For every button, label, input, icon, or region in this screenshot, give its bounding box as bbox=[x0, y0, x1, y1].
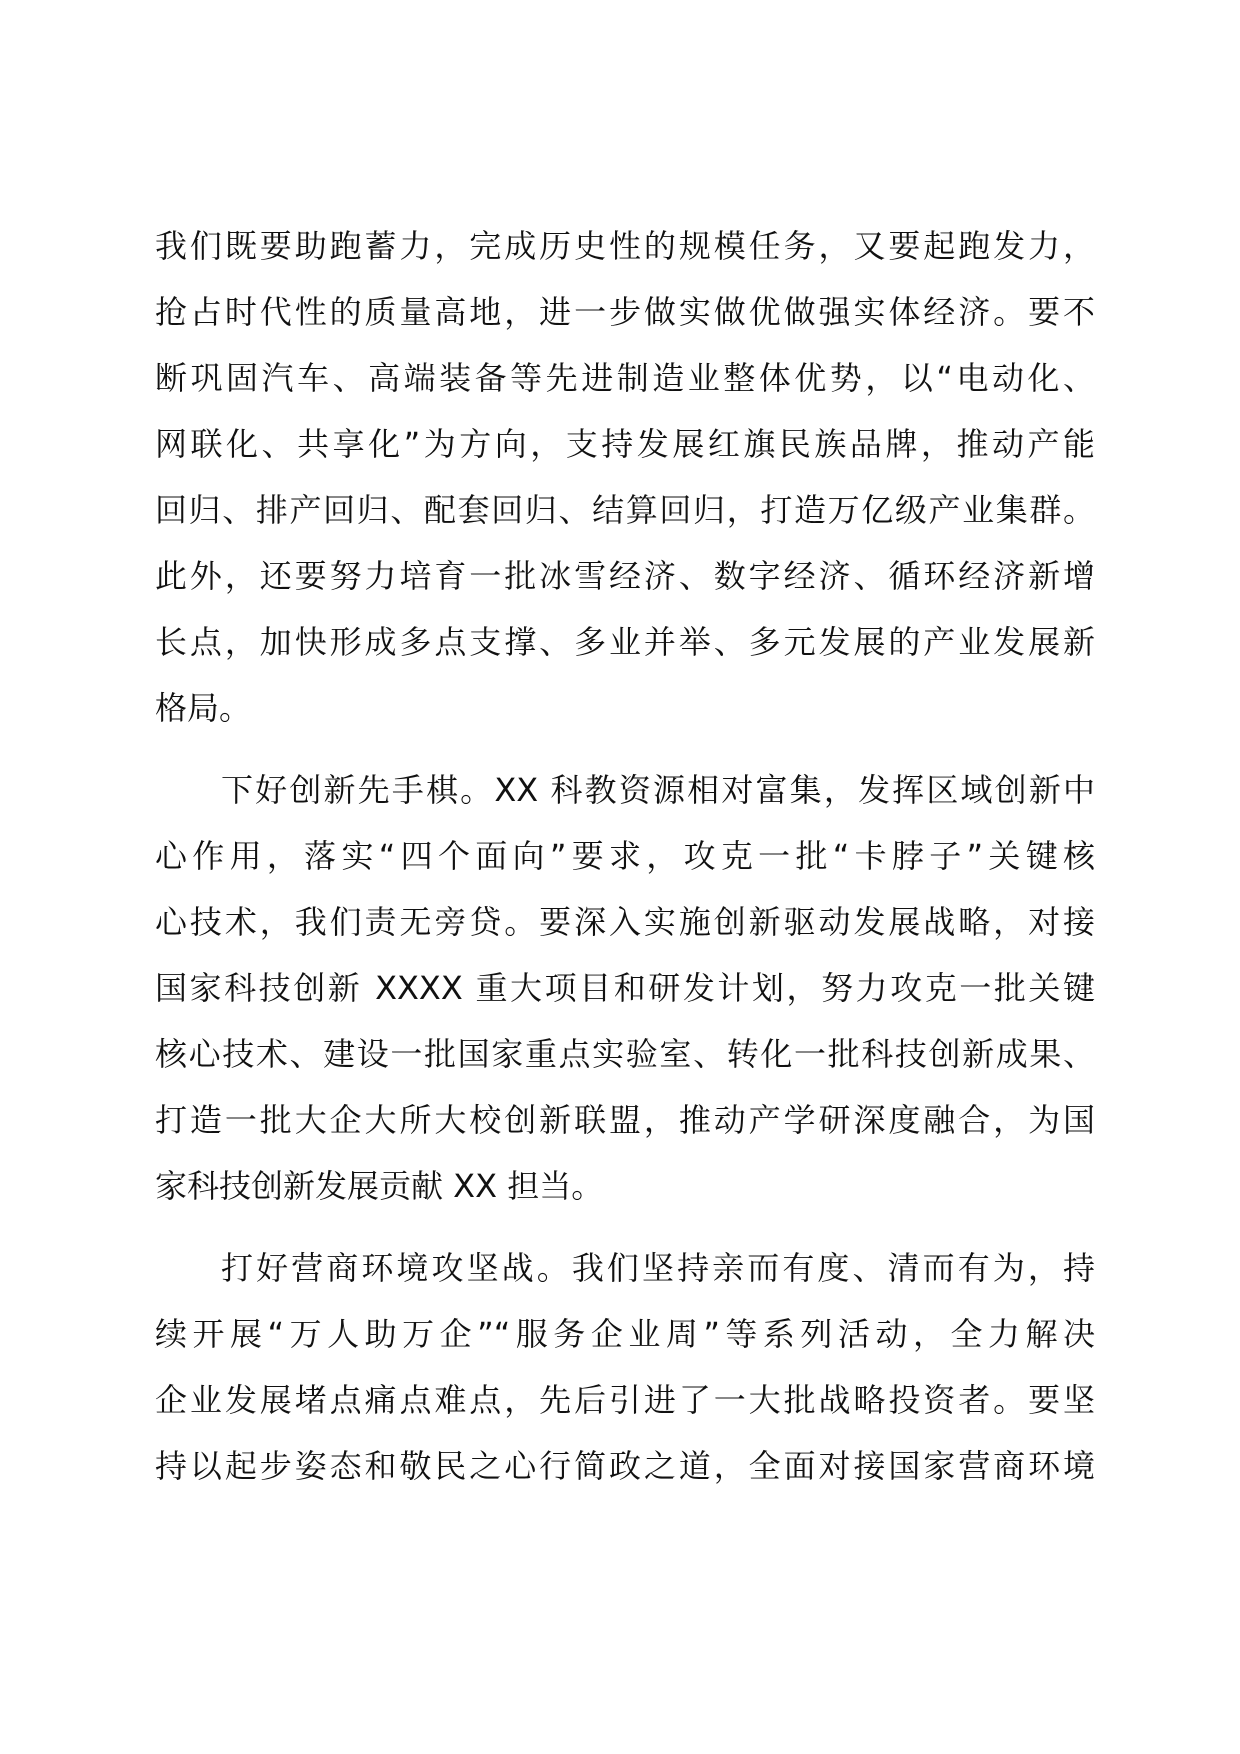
text-line: 打造一批大企大所大校创新联盟，推动产学研深度融合，为国 bbox=[155, 1101, 1095, 1139]
text-line: 格局。 bbox=[155, 689, 252, 727]
paragraph-1 bbox=[155, 213, 1095, 741]
text-line: 续开展“万人助万企”“服务企业周”等系列活动，全力解决 bbox=[155, 1315, 1095, 1353]
text-line: 心技术，我们责无旁贷。要深入实施创新驱动发展战略，对接 bbox=[155, 903, 1095, 941]
text-line: 此外，还要努力培育一批冰雪经济、数字经济、循环经济新增 bbox=[155, 557, 1095, 595]
text-line: 我们既要助跑蓄力，完成历史性的规模任务，又要起跑发力， bbox=[155, 227, 1095, 265]
text-line: 心作用，落实“四个面向”要求，攻克一批“卡脖子”关键核 bbox=[155, 837, 1095, 875]
text-line: 断巩固汽车、高端装备等先进制造业整体优势，以“电动化、 bbox=[155, 359, 1095, 397]
text-line: 持以起步姿态和敬民之心行简政之道，全面对接国家营商环境 bbox=[155, 1447, 1095, 1485]
paragraph-3 bbox=[155, 1235, 1095, 1499]
document-body bbox=[155, 213, 1095, 1499]
text-line: 核心技术、建设一批国家重点实验室、转化一批科技创新成果、 bbox=[155, 1035, 1095, 1073]
paragraph-spacer bbox=[155, 1219, 1095, 1235]
text-line: 打好营商环境攻坚战。我们坚持亲而有度、清而有为，持 bbox=[221, 1249, 1095, 1287]
text-line: 抢占时代性的质量高地，进一步做实做优做强实体经济。要不 bbox=[155, 293, 1095, 331]
paragraph-spacer bbox=[155, 741, 1095, 757]
text-line: 网联化、共享化”为方向，支持发展红旗民族品牌，推动产能 bbox=[155, 425, 1095, 463]
text-line: 国家科技创新 XXXX 重大项目和研发计划，努力攻克一批关键 bbox=[155, 969, 1095, 1007]
text-line: 企业发展堵点痛点难点，先后引进了一大批战略投资者。要坚 bbox=[155, 1381, 1095, 1419]
paragraph-2 bbox=[155, 757, 1095, 1219]
text-line: 家科技创新发展贡献 XX 担当。 bbox=[155, 1167, 604, 1205]
text-line: 下好创新先手棋。XX 科教资源相对富集，发挥区域创新中 bbox=[221, 771, 1095, 809]
text-line: 长点，加快形成多点支撑、多业并举、多元发展的产业发展新 bbox=[155, 623, 1095, 661]
text-line: 回归、排产回归、配套回归、结算回归，打造万亿级产业集群。 bbox=[155, 491, 1095, 529]
